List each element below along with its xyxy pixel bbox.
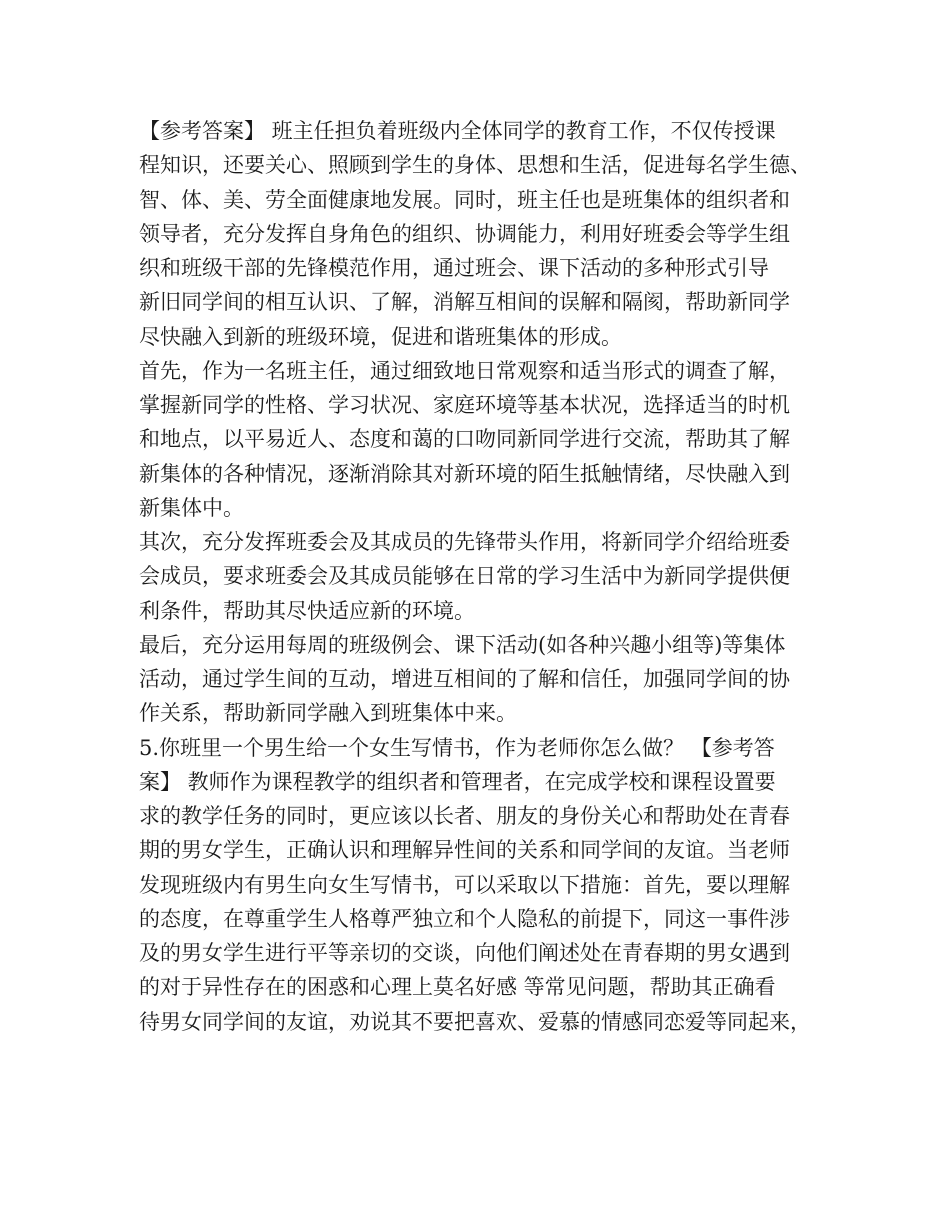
text-line: 尽快融入到新的班级环境，促进和谐班集体的形成。 [139,324,622,349]
text-line: 的态度，在尊重学生人格尊严独立和个人隐私的前提下，同这一事件涉 [139,906,790,931]
text-line: 领导者，充分发挥自身角色的组织、协调能力，利用好班委会等学生组 [139,221,790,246]
text-line: 智、体、美、劳全面健康地发展。同时，班主任也是班集体的组织者和 [139,187,790,212]
document-body [139,114,829,1039]
text-line: 利条件，帮助其尽快适应新的环境。 [139,598,475,623]
text-line: 案】 教师作为课程教学的组织者和管理者，在完成学校和课程设置要 [139,769,776,794]
text-line: 及的男女学生进行平等亲切的交谈，向他们阐述处在青春期的男女遇到 [139,941,790,965]
text-line: 织和班级干部的先锋模范作用，通过班会、课下活动的多种形式引导 [139,256,769,280]
text-line: 期的男女学生，正确认识和理解异性间的关系和同学间的友谊。当老师 [139,838,790,863]
text-line: 求的教学任务的同时，更应该以长者、朋友的身份关心和帮助处在青春 [139,804,790,828]
text-line: 【参考答案】 班主任担负着班级内全体同学的教育工作，不仅传授课 [139,119,776,143]
text-line: 的对于异性存在的困惑和心理上莫名好感 等常见问题，帮助其正确看 [139,975,776,1000]
text-line: 首先，作为一名班主任，通过细致地日常观察和适当形式的调查了解， [139,358,790,383]
text-line: 新旧同学间的相互认识、了解，消解互相间的误解和隔阂，帮助新同学 [139,290,790,315]
text-line: 5.你班里一个男生给一个女生写情书，作为老师你怎么做？ 【参考答 [139,735,775,760]
text-line: 作关系，帮助新同学融入到班集体中来。 [139,701,517,726]
text-line: 会成员，要求班委会及其成员能够在日常的学习生活中为新同学提供便 [139,564,790,589]
text-line: 活动，通过学生间的互动，增进互相间的了解和信任，加强同学间的协 [139,667,790,691]
text-line: 发现班级内有男生向女生写情书，可以采取以下措施：首先，要以理解 [139,872,790,897]
text-line: 程知识，还要关心、照顾到学生的身体、思想和生活，促进每名学生德、 [139,153,811,178]
text-line: 和地点，以平易近人、态度和蔼的口吻同新同学进行交流，帮助其了解 [139,427,790,452]
text-line: 最后，充分运用每周的班级例会、课下活动(如各种兴趣小组等)等集体 [139,632,786,657]
text-line: 待男女同学间的友谊，劝说其不要把喜欢、爱慕的情感同恋爱等同起来， [139,1009,811,1034]
text-line: 其次，充分发挥班委会及其成员的先锋带头作用，将新同学介绍给班委 [139,530,790,554]
text-line: 掌握新同学的性格、学习状况、家庭环境等基本状况，选择适当的时机 [139,393,790,417]
text-line: 新集体中。 [139,495,244,520]
text-line: 新集体的各种情况，逐渐消除其对新环境的陌生抵触情绪，尽快融入到 [139,461,790,486]
